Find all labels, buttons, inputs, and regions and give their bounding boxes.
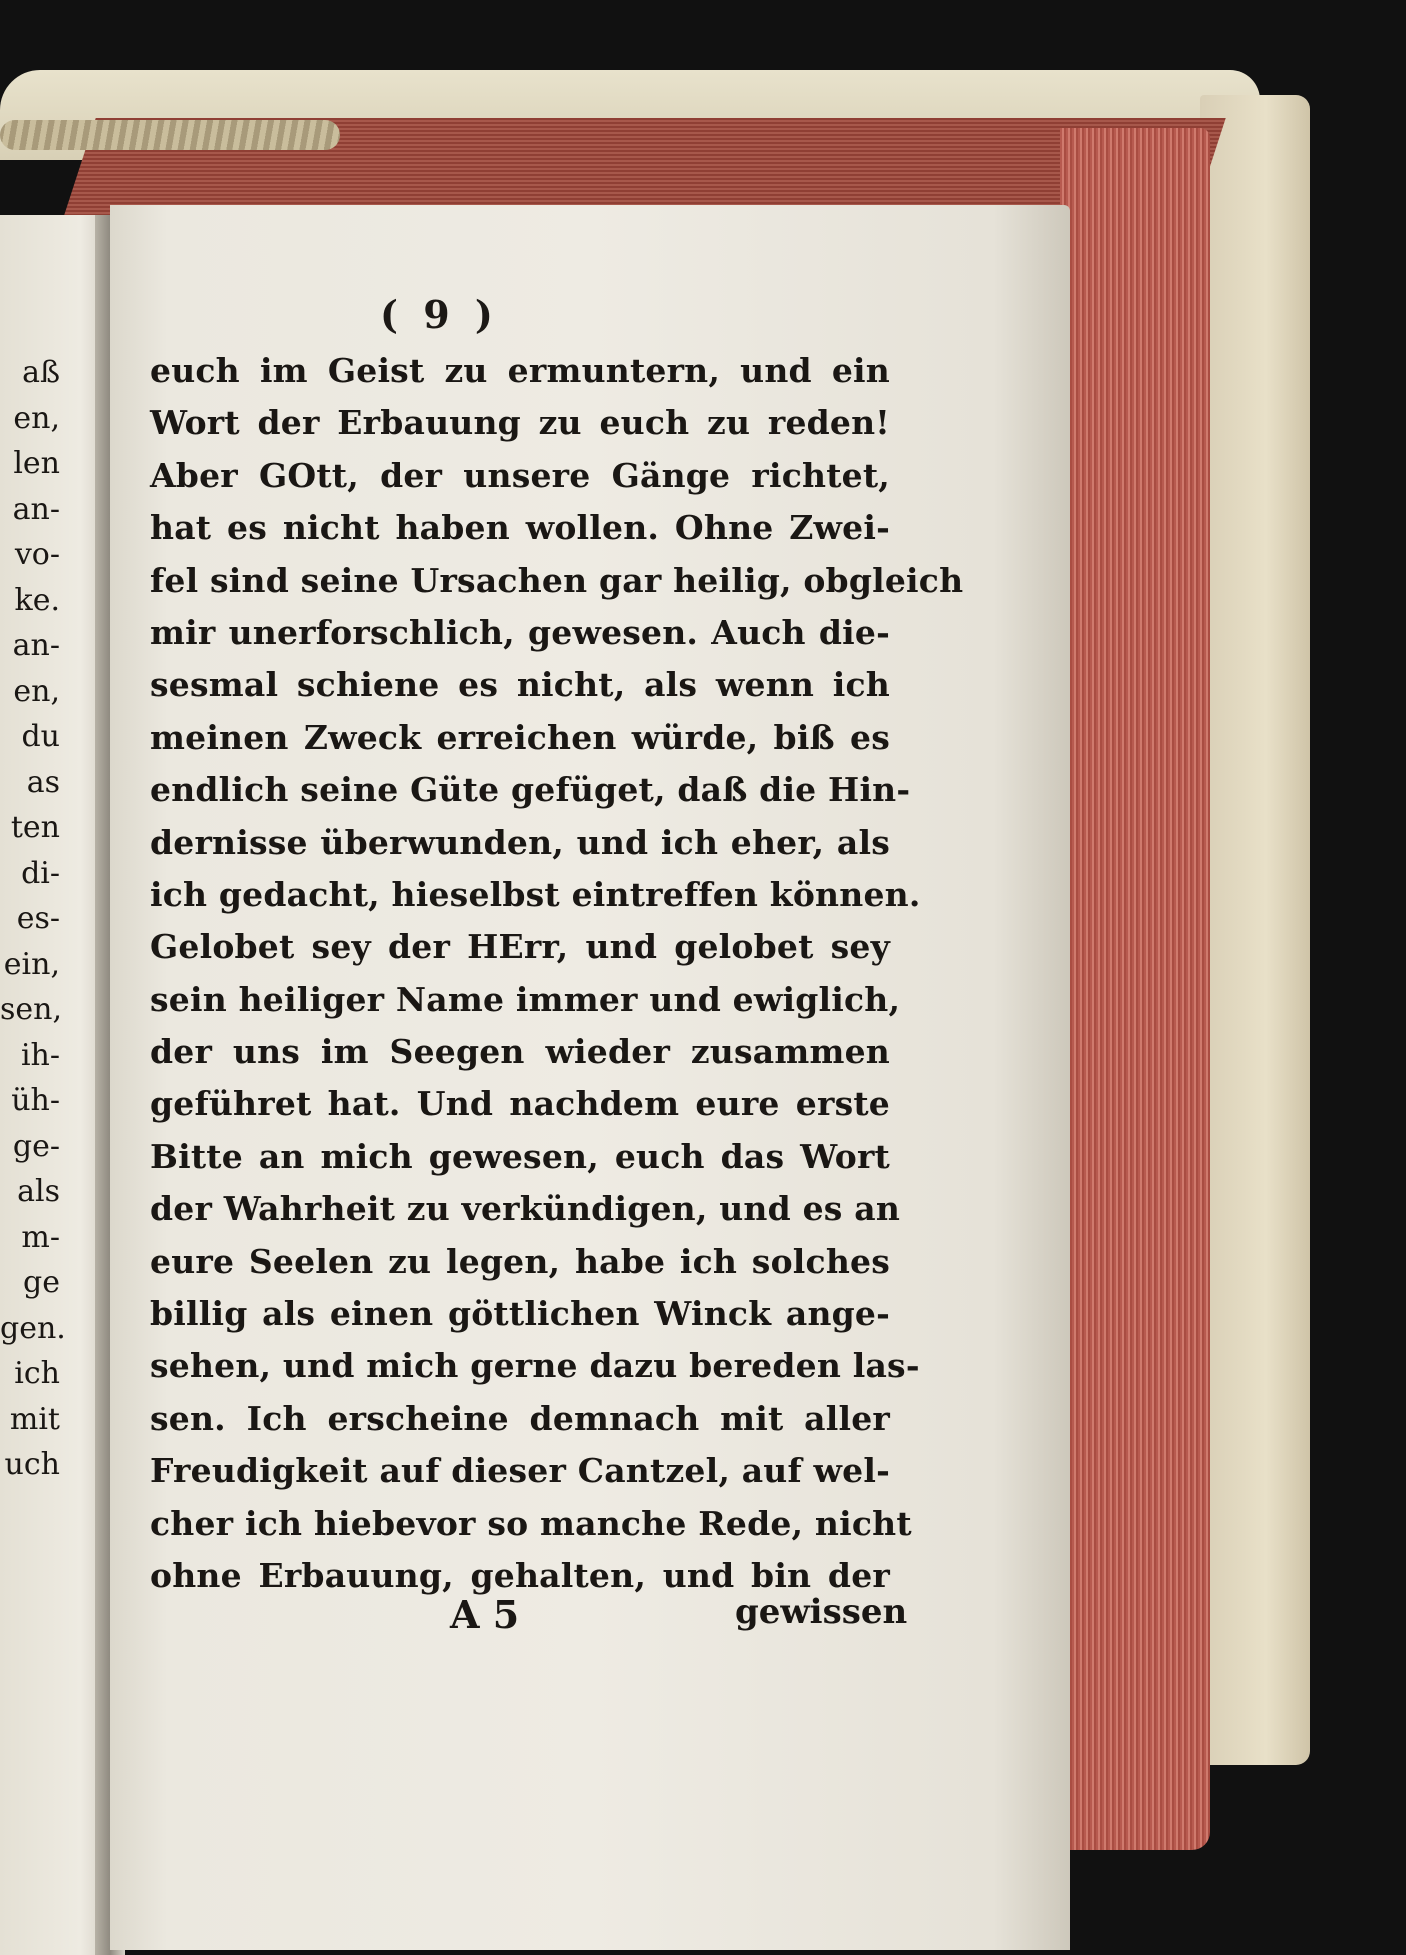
- text-line: Aber GOtt, der unsere Gänge richtet,: [150, 455, 890, 495]
- text-line: geführet hat. Und nachdem eure erste: [150, 1084, 890, 1124]
- body-text: [150, 345, 964, 1602]
- text-line: Gelobet sey der HErr, und gelobet sey: [150, 927, 890, 967]
- text-line: sein heiliger Name immer und ewiglich,: [150, 979, 901, 1019]
- text-line: Wort der Erbauung zu euch zu reden!: [150, 403, 890, 443]
- catchword: gewissen: [735, 1592, 908, 1632]
- vellum-cover-side: [1200, 95, 1310, 1765]
- text-line: cher ich hiebevor so manche Rede, nicht: [150, 1503, 912, 1543]
- text-line: eure Seelen zu legen, habe ich solches: [150, 1241, 890, 1281]
- text-line: sesmal schiene es nicht, als wenn ich: [150, 665, 890, 705]
- text-line: Freudigkeit auf dieser Cantzel, auf wel-: [150, 1451, 890, 1491]
- text-line: meinen Zweck erreichen würde, biß es: [150, 717, 890, 757]
- headband: [0, 120, 340, 150]
- text-line: ich gedacht, hieselbst eintreffen können.: [150, 874, 921, 914]
- left-page-line-ends: aß en, len an- vo- ke. an- en, du as ten di- es- ein, sen, ih- üh- ge- als m- ge gen. ich mit uch: [0, 355, 66, 1482]
- text-line: hat es nicht haben wollen. Ohne Zwei-: [150, 508, 890, 548]
- text-line: sen. Ich erscheine demnach mit aller: [150, 1398, 890, 1438]
- text-line: Bitte an mich gewesen, euch das Wort: [150, 1136, 890, 1176]
- text-line: der Wahrheit zu verkündigen, und es an: [150, 1189, 901, 1229]
- text-line: ohne Erbauung, gehalten, und bin der: [150, 1555, 890, 1595]
- text-line: mir unerforschlich, gewesen. Auch die-: [150, 612, 890, 652]
- text-line: sehen, und mich gerne dazu bereden las-: [150, 1346, 920, 1386]
- text-line: endlich seine Güte gefüget, daß die Hin-: [150, 770, 911, 810]
- red-fore-edge: [1060, 128, 1210, 1850]
- text-line: billig als einen göttlichen Winck ange-: [150, 1294, 890, 1334]
- text-line: fel sind seine Ursachen gar heilig, obgleich: [150, 560, 964, 600]
- signature-mark: A 5: [450, 1592, 520, 1637]
- text-line: der uns im Seegen wieder zusammen: [150, 1032, 890, 1072]
- text-line: dernisse überwunden, und ich eher, als: [150, 822, 890, 862]
- page-number-header: ( 9 ): [380, 292, 499, 337]
- text-line: euch im Geist zu ermuntern, und ein: [150, 351, 890, 390]
